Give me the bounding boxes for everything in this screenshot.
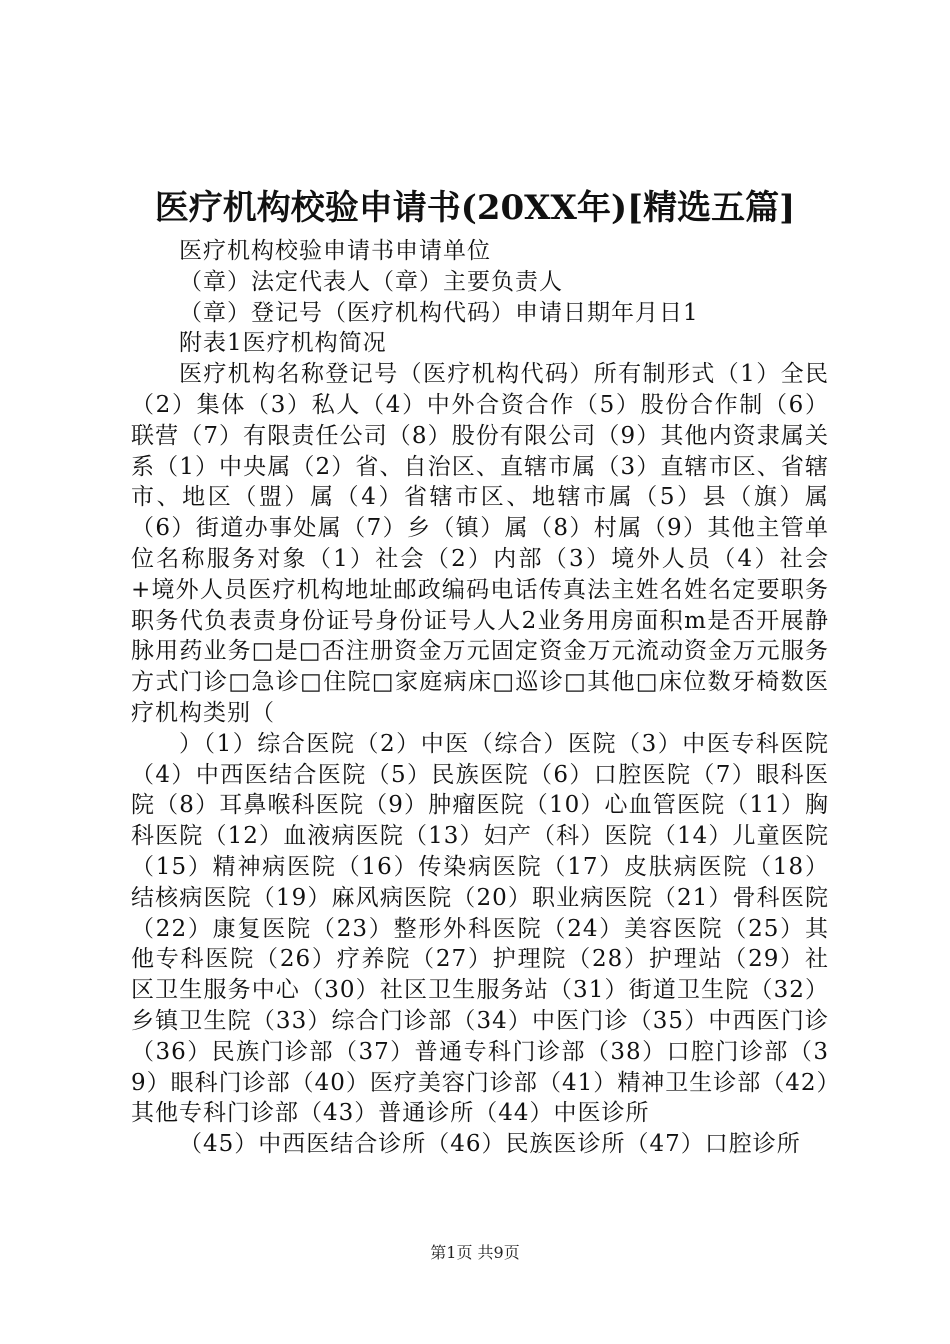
document-body (131, 236, 829, 1160)
paragraph-clinic-categories: （45）中西医结合诊所（46）民族医诊所（47）口腔诊所 (179, 1131, 801, 1158)
paragraph-registration: （章）登记号（医疗机构代码）申请日期年月日1 (179, 299, 699, 326)
paragraph-institution-categories: ）（1）综合医院（2）中医（综合）医院（3）中医专科医院（4）中西医结合医院（5）民族医院（6）口腔医院（7）眼科医院（8）耳鼻喉科医院（9）肿瘤医院（10）心血管医院（11）胸科医院（12）血液病医院（13）妇产（科）医院（14）儿童医院（15）精神病医院（16）传染病医院（17）皮肤病医院（18）结核病医院（19）麻风病医院（20）职业病医院（21）骨科医院（22）康复医院（23）整形外科医院（24）美容医院（25）其他专科医院（26）疗养院（27）护理院（28）护理站（29）社区卫生服务中心（30）社区卫生服务站（31）街道卫生院（32）乡镇卫生院（33）综合门诊部（34）中医门诊（35）中西医门诊（36）民族门诊部（37）普通专科门诊部（38）口腔门诊部（39）眼科门诊部（40）医疗美容门诊部（41）精神卫生诊部（42）其他专科门诊部（43）普通诊所（44）中医诊所 (131, 730, 829, 1127)
paragraph-legal-rep: （章）法定代表人（章）主要负责人 (179, 268, 563, 295)
page-footer: 第1页 共9页 (430, 1243, 520, 1262)
paragraph-applicant: 医疗机构校验申请书申请单位 (179, 238, 491, 264)
paragraph-appendix-heading: 附表1医疗机构简况 (179, 330, 387, 357)
document-title: 医疗机构校验申请书(20XX年)[精选五篇] (154, 188, 796, 228)
paragraph-institution-overview: 医疗机构名称登记号（医疗机构代码）所有制形式（1）全民（2）集体（3）私人（4）中外合资合作（5）股份合作制（6）联营（7）有限责任公司（8）股份有限公司（9）其他内资隶属关系（1）中央属（2）省、自治区、直辖市属（3）直辖市区、省辖市、地区（盟）属（4）省辖市区、地辖市属（5）县（旗）属（6）街道办事处属（7）乡（镇）属（8）村属（9）其他主管单位名称服务对象（1）社会（2）内部（3）境外人员（4）社会+境外人员医疗机构地址邮政编码电话传真法主姓名姓名定要职务职务代负表责身份证号身份证号人人2业务用房面积m是否开展静脉用药业务□是□否注册资金万元固定资金万元流动资金万元服务方式门诊□急诊□住院□家庭病床□巡诊□其他□床位数牙椅数医疗机构类别（ (131, 361, 829, 726)
